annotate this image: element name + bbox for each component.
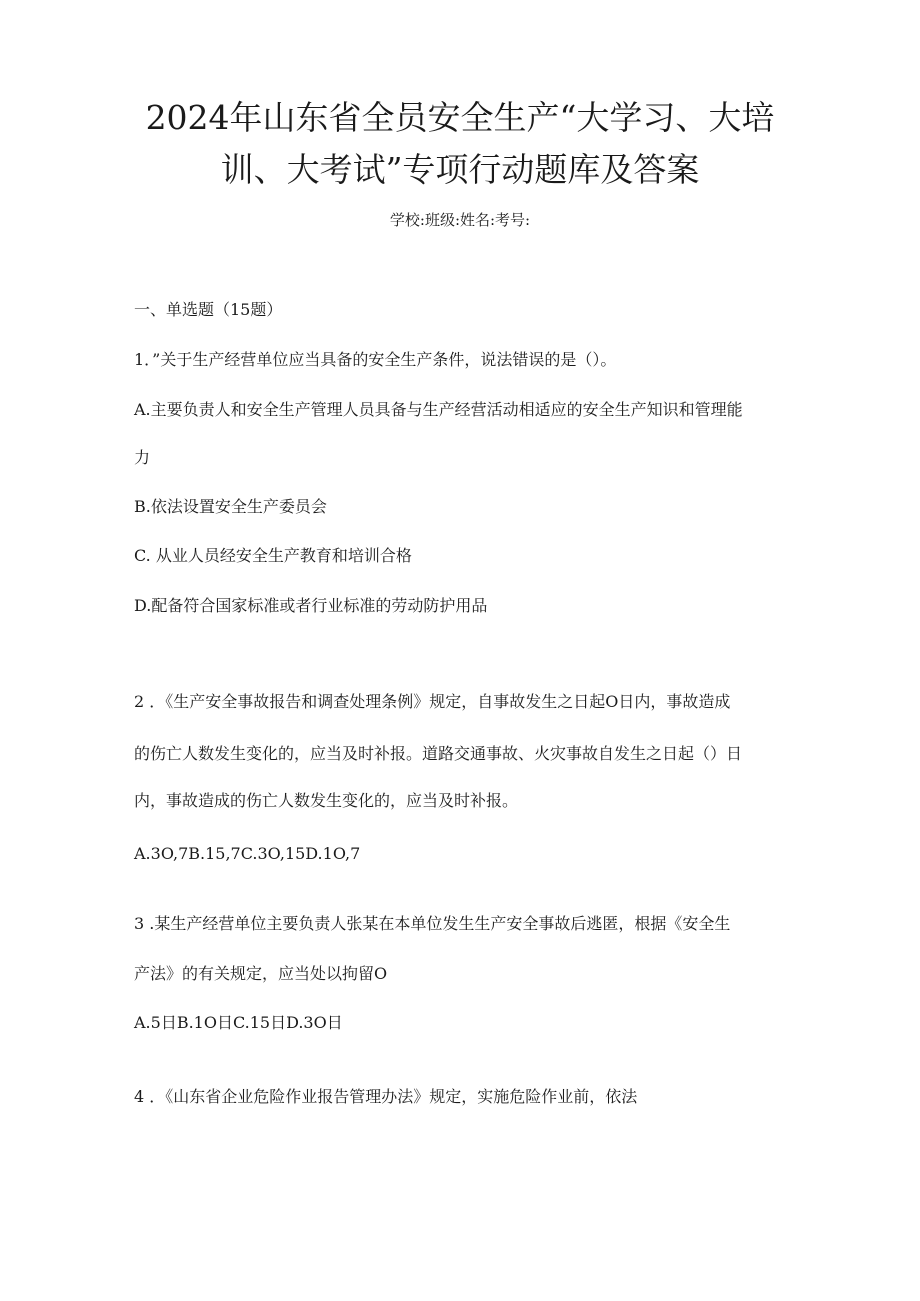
question-3-stem-line-2: 产法》的有关规定，应当处以拘留O (134, 964, 388, 983)
document-title-line-1: 2024年山东省全员安全生产“大学习、大培 (145, 98, 775, 137)
question-1-option-a: A.主要负责人和安全生产管理人员具备与生产经营活动相适应的安全生产知识和管理能 (134, 400, 743, 419)
question-1-option-d: D.配备符合国家标准或者行业标准的劳动防护用品 (134, 596, 488, 615)
question-1-option-b: B.依法设置安全生产委员会 (134, 497, 327, 516)
student-info-line: 学校:班级:姓名:考号: (389, 211, 531, 229)
section-heading: 一、单选题（15题） (134, 300, 283, 319)
document-title-line-2: 训、大考试”专项行动题库及答案 (220, 150, 700, 189)
question-3-options: A.5日B.1O日C.15日D.3O日 (134, 1013, 343, 1032)
question-2-stem-line-1: 2 ．《生产安全事故报告和调查处理条例》规定，自事故发生之日起O日内，事故造成 (134, 692, 731, 711)
question-2-stem-line-3: 内，事故造成的伤亡人数发生变化的，应当及时补报。 (134, 791, 519, 810)
question-1-option-c: C. 从业人员经安全生产教育和培训合格 (134, 546, 412, 565)
question-2-options: A.3O,7B.15,7C.3O,15D.1O,7 (134, 844, 361, 863)
question-4-stem-line-1: 4 ．《山东省企业危险作业报告管理办法》规定，实施危险作业前，依法 (134, 1087, 638, 1106)
question-1-option-a-continued: 力 (134, 448, 151, 467)
question-1-stem: 1．”关于生产经营单位应当具备的安全生产条件，说法错误的是（）。 (134, 350, 617, 369)
question-3-stem-line-1: 3 .某生产经营单位主要负责人张某在本单位发生生产安全事故后逃匿，根据《安全生 (134, 914, 731, 933)
question-2-stem-line-2: 的伤亡人数发生变化的，应当及时补报。道路交通事故、火灾事故自发生之日起（）日 (134, 744, 743, 763)
